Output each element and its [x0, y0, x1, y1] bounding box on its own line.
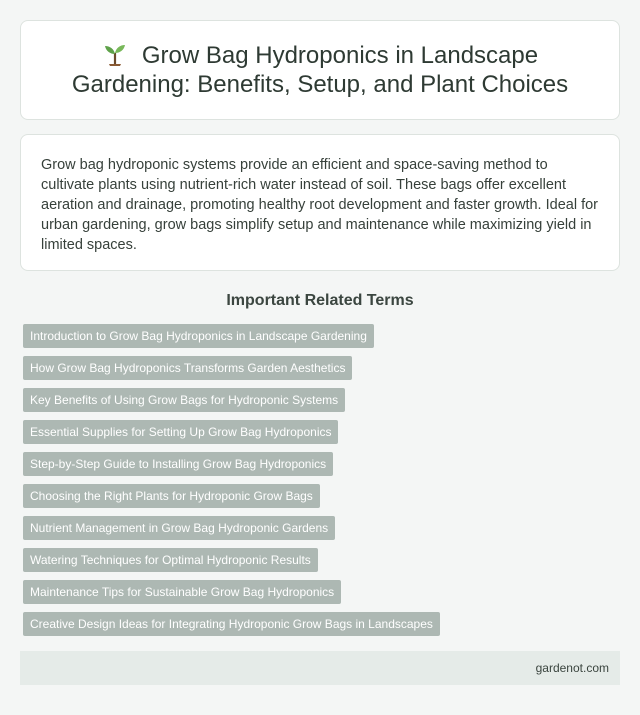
footer	[20, 651, 620, 685]
intro-paragraph: Grow bag hydroponic systems provide an efficient and space-saving method to cultivate plants using nutrient-rich water instead of soil. These bags offer excellent aeration and drainage, promoting healthy root development and faster growth. Ideal for urban gardening, grow bags simplify setup and maintenance while maximizing yield in limited spaces.	[41, 157, 598, 253]
page-title	[51, 41, 589, 99]
related-term-link[interactable]: Step-by-Step Guide to Installing Grow Bag Hydroponics	[23, 452, 333, 476]
related-term-link[interactable]: Creative Design Ideas for Integrating Hydroponic Grow Bags in Landscapes	[23, 612, 440, 636]
related-term-link[interactable]: Watering Techniques for Optimal Hydroponic Results	[23, 548, 318, 572]
related-term-link[interactable]: Choosing the Right Plants for Hydroponic Grow Bags	[23, 484, 320, 508]
related-term-link[interactable]: Nutrient Management in Grow Bag Hydroponic Gardens	[23, 516, 335, 540]
related-term-link[interactable]: How Grow Bag Hydroponics Transforms Garden Aesthetics	[23, 356, 352, 380]
footer-site-link[interactable]: gardenot.com	[535, 661, 609, 675]
title-card	[20, 20, 620, 120]
sprout-icon	[102, 42, 128, 66]
related-term-link[interactable]: Key Benefits of Using Grow Bags for Hydroponic Systems	[23, 388, 345, 412]
related-term-link[interactable]: Essential Supplies for Setting Up Grow Bag Hydroponics	[23, 420, 338, 444]
related-terms-heading: Important Related Terms	[226, 292, 414, 309]
related-terms-list	[23, 324, 617, 644]
intro-card	[20, 134, 620, 271]
page-title-text: Grow Bag Hydroponics in Landscape Gardening: Benefits, Setup, and Plant Choices	[71, 42, 569, 98]
related-term-link[interactable]: Maintenance Tips for Sustainable Grow Bag Hydroponics	[23, 580, 341, 604]
related-term-link[interactable]: Introduction to Grow Bag Hydroponics in Landscape Gardening	[23, 324, 374, 348]
